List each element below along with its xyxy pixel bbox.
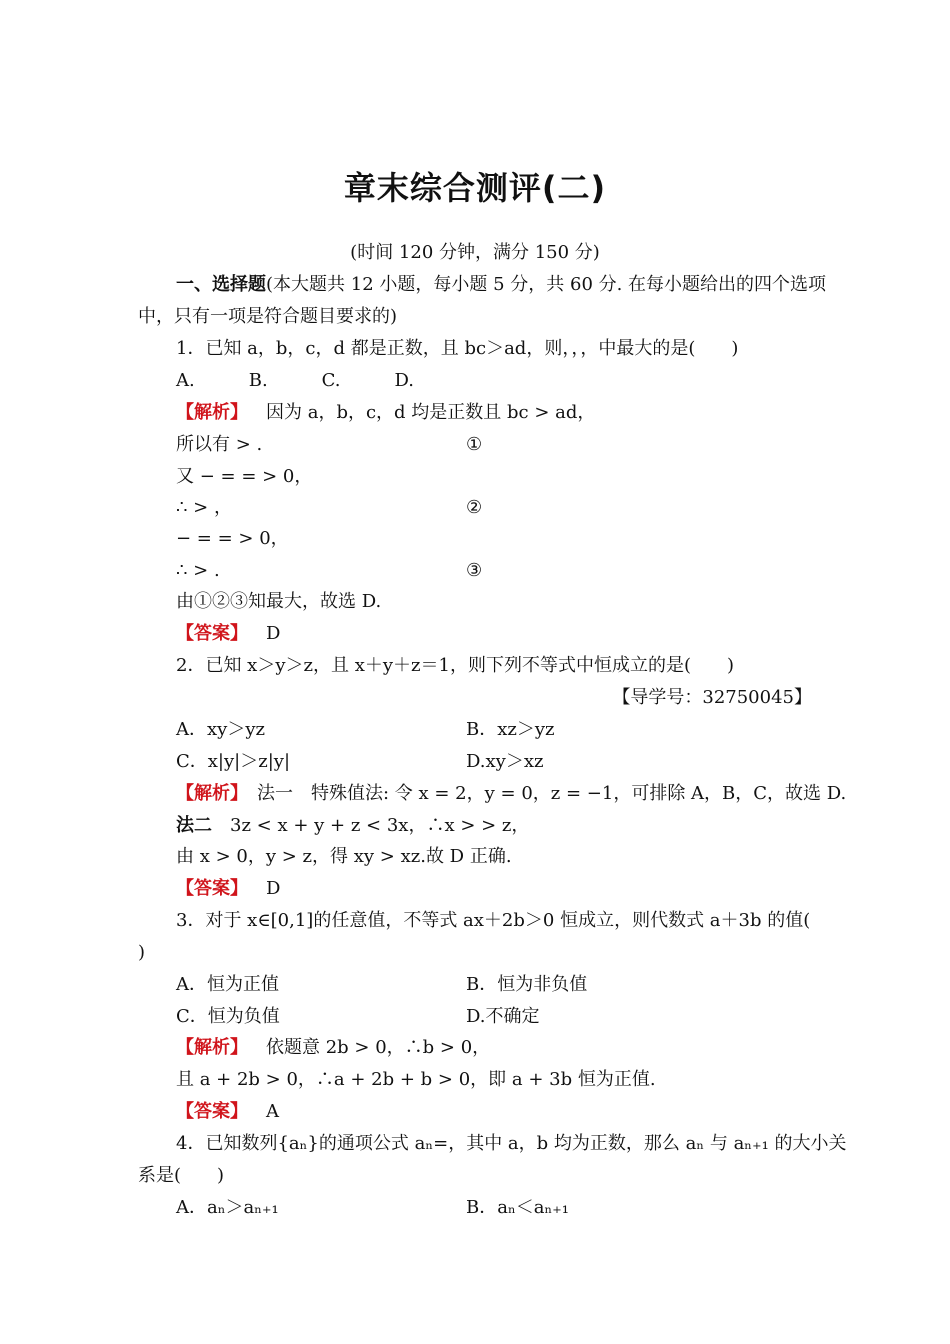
method-2-label: 法二 <box>176 815 212 836</box>
q3-option-c: C．恒为负值 <box>176 1006 280 1027</box>
q1-step-3: ∴ > ， <box>176 497 232 518</box>
q1-analysis-text: 因为 a，b，c，d 均是正数且 bc > ad， <box>266 402 596 423</box>
q4-stem-line-2: 系是( ) <box>138 1165 225 1186</box>
q2-option-b: B．xz＞yz <box>466 719 555 740</box>
q1-step-5: ∴ > . <box>176 560 220 581</box>
q1-step-4: − = = > 0， <box>176 528 289 549</box>
q1-stem: 1．已知 a，b，c，d 都是正数，且 bc＞ad，则，，，中最大的是( ) <box>176 338 739 359</box>
q3-analysis-text: 依题意 2b > 0，∴b > 0， <box>266 1037 491 1058</box>
q2-stem: 2．已知 x＞y＞z，且 x＋y＋z＝1，则下列不等式中恒成立的是( ) <box>176 655 734 676</box>
q3-analysis-line-2: 且 a + 2b > 0，∴a + 2b + b > 0，即 a + 3b 恒为正值. <box>176 1069 656 1090</box>
q2-answer <box>176 877 280 901</box>
section-heading: 一、选择题 <box>176 274 266 295</box>
q1-answer-value: D <box>266 623 281 644</box>
q2-option-d: D.xy＞xz <box>466 751 544 772</box>
q1-step-1: 所以有 > . <box>176 434 263 455</box>
section-intro-text: (本大题共 12 小题，每小题 5 分，共 60 分. 在每小题给出的四个选项 <box>266 274 827 295</box>
q3-stem-line-1: 3．对于 x∈[0,1]的任意值，不等式 ax＋2b＞0 恒成立，则代数式 a＋3b 的值( <box>176 910 811 931</box>
answer-label: 【答案】 <box>176 623 248 644</box>
q1-conclusion: 由①②③知最大，故选 D. <box>176 591 382 612</box>
q2-answer-value: D <box>266 878 281 899</box>
q1-step-5-mark: ③ <box>466 560 483 581</box>
q3-option-a: A．恒为正值 <box>176 974 279 995</box>
section-intro-line-2: 中，只有一项是符合题目要求的) <box>138 306 398 327</box>
q2-option-a: A．xy＞yz <box>176 719 265 740</box>
q4-option-b: B．aₙ＜aₙ₊₁ <box>466 1197 569 1218</box>
q4-stem-line-1: 4．已知数列{aₙ}的通项公式 aₙ=，其中 a，b 均为正数，那么 aₙ 与 aₙ₊₁ 的大小关 <box>176 1133 847 1154</box>
q3-analysis <box>176 1036 490 1060</box>
q2-option-c: C．x|y|＞z|y| <box>176 751 291 772</box>
q3-option-b: B．恒为非负值 <box>466 974 588 995</box>
q3-stem-line-2: ) <box>138 942 146 963</box>
answer-label: 【答案】 <box>176 1101 248 1122</box>
q3-answer <box>176 1100 279 1124</box>
q1-step-2: 又 − = = > 0， <box>176 466 313 487</box>
analysis-label: 【解析】 <box>176 783 248 804</box>
q1-step-1-mark: ① <box>466 434 483 455</box>
q2-analysis-text: 法一 特殊值法: 令 x = 2，y = 0，z = −1，可排除 A，B，C，故选 D. <box>257 783 847 804</box>
analysis-label: 【解析】 <box>176 1037 248 1058</box>
q2-conclusion: 由 x > 0，y > z，得 xy > xz.故 D 正确. <box>176 846 512 867</box>
q1-answer <box>176 622 280 646</box>
q3-answer-value: A <box>266 1101 279 1122</box>
q2-guide-number: 【导学号：32750045】 <box>612 687 812 708</box>
q4-option-a: A．aₙ＞aₙ₊₁ <box>176 1197 279 1218</box>
exam-info: (时间 120 分钟，满分 150 分) <box>350 242 600 263</box>
q3-option-d: D.不确定 <box>466 1006 540 1027</box>
q1-options: A. B. C. D. <box>176 370 415 391</box>
section-intro-line-1 <box>176 273 826 297</box>
page-title: 章末综合测评(二) <box>343 169 607 207</box>
q2-method-2-text: 3z < x + y + z < 3x，∴x > > z， <box>230 815 530 836</box>
analysis-label: 【解析】 <box>176 402 248 423</box>
q1-analysis <box>176 401 595 425</box>
q1-step-3-mark: ② <box>466 497 483 518</box>
q2-method-2 <box>176 814 529 838</box>
q2-analysis <box>176 782 846 806</box>
answer-label: 【答案】 <box>176 878 248 899</box>
